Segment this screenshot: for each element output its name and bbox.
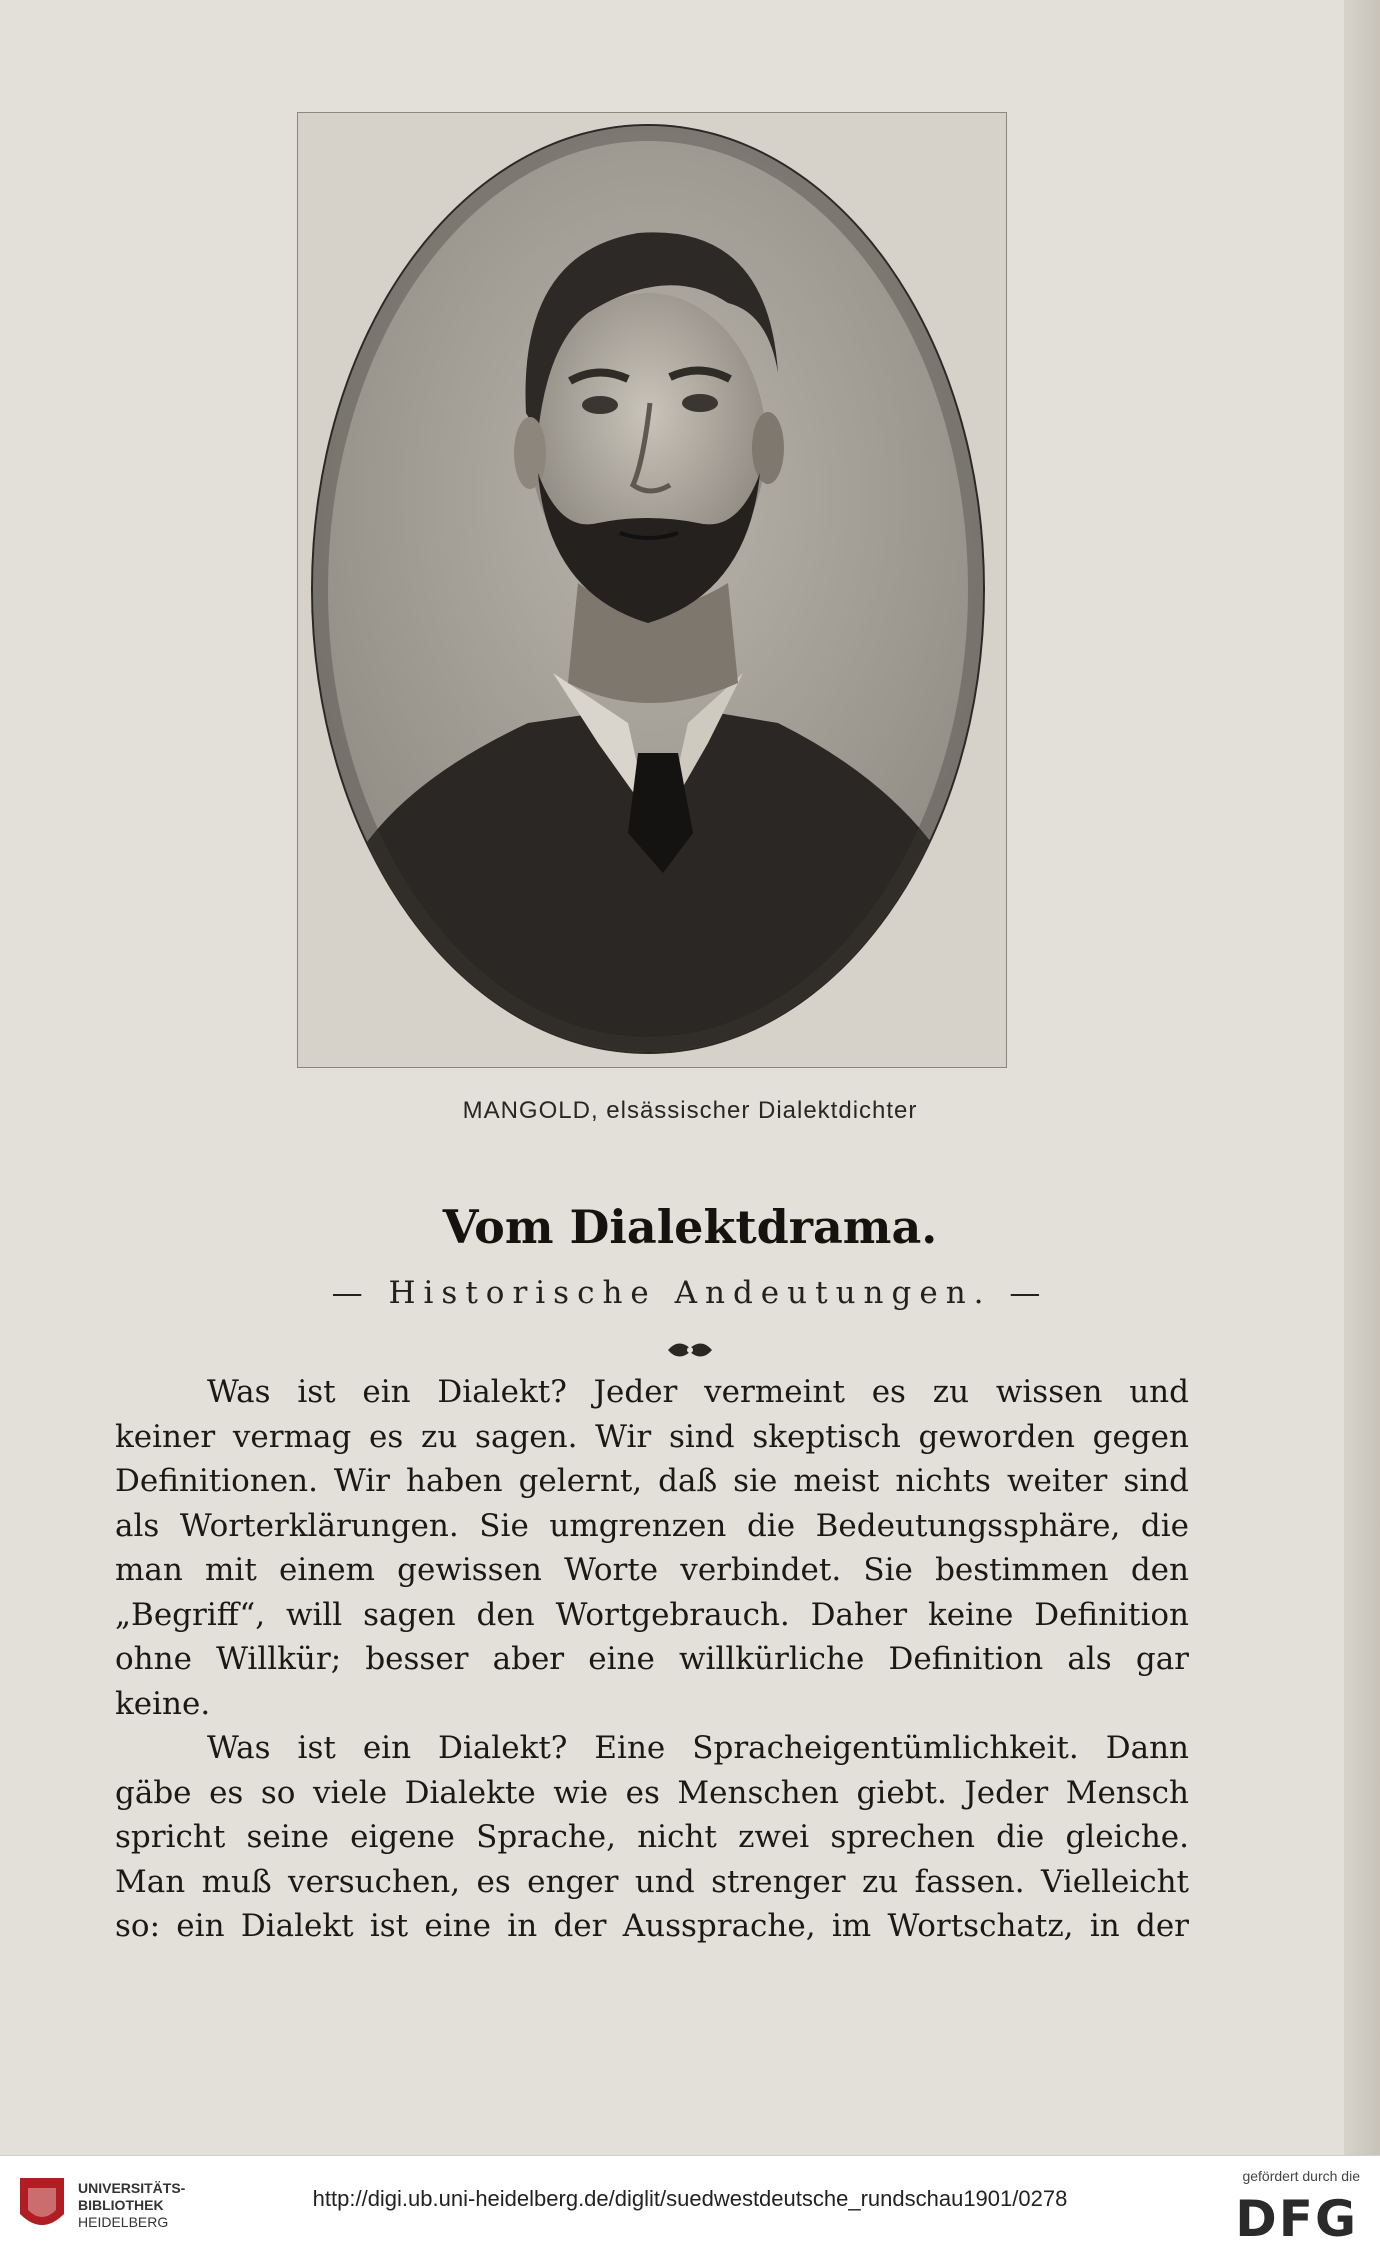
portrait-plate bbox=[297, 112, 1007, 1068]
text-line: gäbe es so viele Dialekte wie es Menschen giebt. Jeder Mensch bbox=[115, 1774, 1189, 1811]
text-line: Definitionen. Wir haben gelernt, daß sie meist nichts weiter sind bbox=[115, 1463, 1189, 1499]
portrait-caption: MANGOLD, elsässischer Dialektdichter bbox=[462, 1097, 918, 1124]
text-line: Man muß versuchen, es enger und strenger zu fassen. Vielleicht bbox=[115, 1863, 1189, 1900]
viewer-footer bbox=[0, 2155, 1380, 2258]
text-line: so: ein Dialekt ist eine in der Aussprache, im Wortschatz, in der bbox=[115, 1908, 1189, 1944]
page-edge-shadow bbox=[1344, 0, 1380, 2155]
text-line: Was ist ein Dialekt? Jeder vermeint es zu wissen und bbox=[207, 1374, 1189, 1410]
article-title: Vom Dialektdrama. bbox=[442, 1200, 938, 1254]
portrait-photo bbox=[298, 113, 1006, 1067]
dfg-logo: DFG bbox=[1235, 2190, 1358, 2248]
text-line: man mit einem gewissen Worte verbindet. Sie bestimmen den bbox=[115, 1552, 1189, 1588]
text-line: keiner vermag es zu sagen. Wir sind skeptisch geworden gegen bbox=[115, 1418, 1189, 1455]
text-line: keine. bbox=[115, 1685, 211, 1722]
article-subtitle: — Historische Andeutungen. — bbox=[331, 1275, 1049, 1311]
funding-label: gefördert durch die bbox=[1242, 2168, 1360, 2184]
text-line: ohne Willkür; besser aber eine willkürliche Definition als gar bbox=[115, 1641, 1189, 1677]
library-name: UNIVERSITÄTS- BIBLIOTHEK HEIDELBERG bbox=[78, 2180, 186, 2230]
fleuron-ornament-icon bbox=[664, 1336, 716, 1364]
permalink-url[interactable]: http://digi.ub.uni-heidelberg.de/diglit/suedwestdeutsche_rundschau1901/0278 bbox=[312, 2186, 1068, 2211]
text-line: als Worterklärungen. Sie umgrenzen die Bedeutungssphäre, die bbox=[115, 1507, 1189, 1544]
text-line: Was ist ein Dialekt? Eine Spracheigentümlichkeit. Dann bbox=[207, 1730, 1189, 1766]
article-body bbox=[115, 1370, 1189, 1949]
text-line: „Begriff“, will sagen den Wortgebrauch. Daher keine Definition bbox=[115, 1596, 1189, 1633]
text-line: spricht seine eigene Sprache, nicht zwei sprechen die gleiche. bbox=[115, 1819, 1189, 1855]
